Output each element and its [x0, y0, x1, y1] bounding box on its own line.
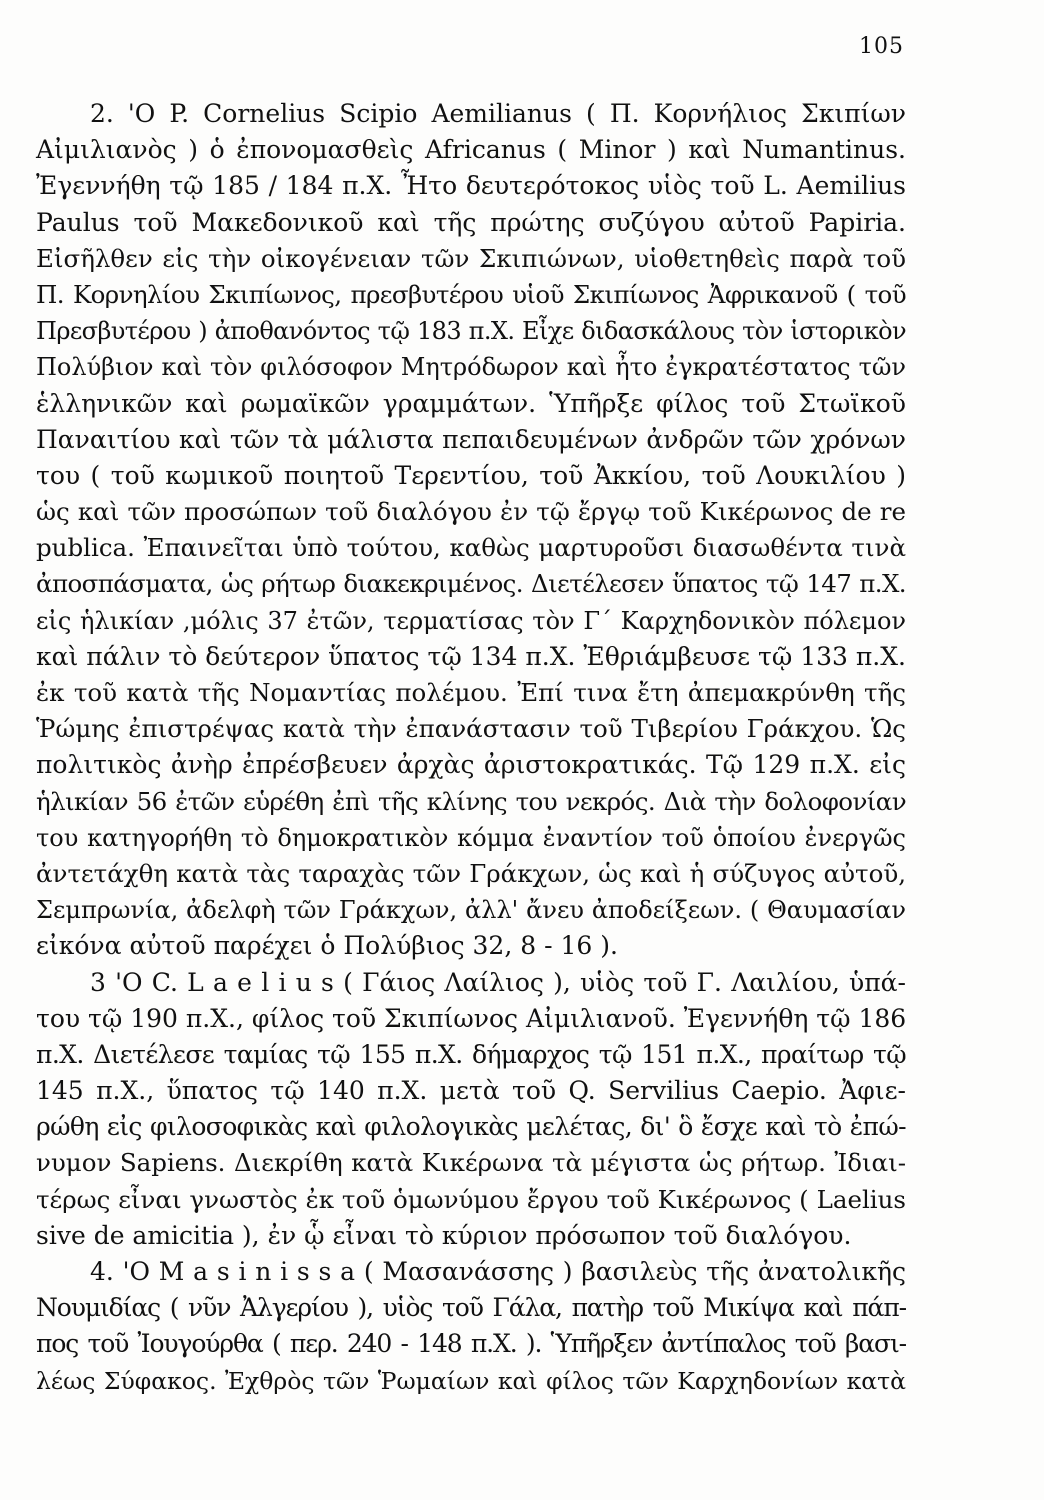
text-line: Π. Κορνηλίου Σκιπίωνος, πρεσβυτέρου υἱοῦ Σκιπίωνος Ἀφρικανοῦ ( τοῦ — [36, 279, 906, 309]
text-line: sive de amicitia ), ἐν ᾧ εἶναι τὸ κύριον πρόσωπον τοῦ διαλόγου. — [36, 1220, 852, 1250]
text-line: καὶ πάλιν τὸ δεύτερον ὕπατος τῷ 134 π.Χ. Ἐθριάμβευσε τῷ 133 π.Χ. — [36, 641, 906, 671]
text-line: ἀντετάχθη κατὰ τὰς ταραχὰς τῶν Γράκχων, ὡς καὶ ἡ σύζυγος αὐτοῦ, — [36, 858, 906, 888]
text-line: πολιτικὸς ἀνὴρ ἐπρέσβευεν ἀρχὰς ἀριστοκρατικάς. Τῷ 129 π.Χ. εἰς — [36, 750, 906, 780]
text-line: 2. 'Ο P. Cornelius Scipio Aemilianus ( Π. Κορνήλιος Σκιπίων — [90, 99, 906, 128]
text-line: Παναιτίου καὶ τῶν τὰ μάλιστα πεπαιδευμένων ἀνδρῶν τῶν χρόνων — [36, 424, 906, 454]
text-line: τέρως εἶναι γνωστὸς ἐκ τοῦ ὁμωνύμου ἔργου τοῦ Κικέρωνος ( Laelius — [36, 1184, 906, 1214]
text-line: π.Χ. Διετέλεσε ταμίας τῷ 155 π.Χ. δήμαρχος τῷ 151 π.Χ., πραίτωρ τῷ — [36, 1039, 906, 1069]
text-line: πος τοῦ Ἰουγούρθα ( περ. 240 - 148 π.Χ. ). Ὑπῆρξεν ἀντίπαλος τοῦ βασι- — [36, 1329, 906, 1359]
text-line: ἡλικίαν 56 ἐτῶν εὑρέθη ἐπὶ τῆς κλίνης του νεκρός. Διὰ τὴν δολοφονίαν — [36, 786, 906, 816]
text-line: publica. Ἐπαινεῖται ὑπὸ τούτου, καθὼς μαρτυροῦσι διασωθέντα τινὰ — [36, 533, 906, 563]
text-line: Νουμιδίας ( νῦν Ἀλγερίου ), υἱὸς τοῦ Γάλα, πατὴρ τοῦ Μικίψα καὶ πάπ- — [36, 1293, 906, 1323]
text-line: Αἰμιλιανὸς ) ὁ ἐπονομασθεὶς Africanus ( Minor ) καὶ Numantinus. — [36, 135, 906, 165]
text-line: Πρεσβυτέρου ) ἀποθανόντος τῷ 183 π.Χ. Εἶχε διδασκάλους τὸν ἱστορικὸν — [36, 317, 906, 346]
text-line: ἐκ τοῦ κατὰ τῆς Νομαντίας πολέμου. Ἐπί τινα ἔτη ἀπεμακρύνθη τῆς — [36, 678, 906, 707]
text-line: Εἰσῆλθεν εἰς τὴν οἰκογένειαν τῶν Σκιπιώνων, υἱοθετηθεὶς παρὰ τοῦ — [36, 243, 906, 273]
text-line: Σεμπρωνία, ἀδελφὴ τῶν Γράκχων, ἀλλ' ἄνευ ἀποδείξεων. ( Θαυμασίαν — [36, 896, 906, 925]
text-line: νυμον Sapiens. Διεκρίθη κατὰ Κικέρωνα τὰ μέγιστα ὡς ρήτωρ. Ἰδιαι- — [36, 1148, 906, 1178]
text-line: Πολύβιον καὶ τὸν φιλόσοφον Μητρόδωρον καὶ ἦτο ἐγκρατέστατος τῶν — [36, 353, 906, 382]
text-line: εἰκόνα αὐτοῦ παρέχει ὁ Πολύβιος 32, 8 - 16 ). — [36, 931, 618, 961]
text-line: του ( τοῦ κωμικοῦ ποιητοῦ Τερεντίου, τοῦ Ἀκκίου, τοῦ Λουκιλίου ) — [36, 460, 906, 490]
page-number: 105 — [859, 34, 904, 59]
text-line: 3 'Ο C. L a e l i u s ( Γάιος Λαίλιος ), υἱὸς τοῦ Γ. Λαιλίου, ὑπά- — [90, 967, 906, 997]
text-line: του κατηγορήθη τὸ δημοκρατικὸν κόμμα ἐναντίον τοῦ ὁποίου ἐνεργῶς — [36, 823, 906, 852]
text-line: Ἐγεννήθη τῷ 185 / 184 π.Χ. Ἦτο δευτερότοκος υἱὸς τοῦ L. Aemilius — [36, 171, 906, 201]
body-text — [36, 96, 906, 1399]
text-line: λέως Σύφακος. Ἐχθρὸς τῶν Ῥωμαίων καὶ φίλος τῶν Καρχηδονίων κατὰ — [36, 1366, 906, 1395]
text-line: Ῥώμης ἐπιστρέψας κατὰ τὴν ἐπανάστασιν τοῦ Τιβερίου Γράκχου. Ὡς — [36, 714, 906, 744]
text-line: του τῷ 190 π.Χ., φίλος τοῦ Σκιπίωνος Αἰμιλιανοῦ. Ἐγεννήθη τῷ 186 — [36, 1003, 907, 1033]
text-line: 4. 'Ο M a s i n i s s a ( Μασανάσσης ) βασιλεὺς τῆς ἀνατολικῆς — [90, 1257, 906, 1286]
text-line: ρώθη εἰς φιλοσοφικὰς καὶ φιλολογικὰς μελέτας, δι' ὃ ἔσχε καὶ τὸ ἐπώ- — [36, 1112, 906, 1142]
text-line: 145 π.Χ., ὕπατος τῷ 140 π.Χ. μετὰ τοῦ Q. Servilius Caepio. Ἀφιε- — [36, 1076, 906, 1106]
text-line: ὡς καὶ τῶν προσώπων τοῦ διαλόγου ἐν τῷ ἔργῳ τοῦ Κικέρωνος de re — [36, 497, 906, 527]
text-line: Paulus τοῦ Μακεδονικοῦ καὶ τῆς πρώτης συζύγου αὐτοῦ Papiria. — [36, 207, 906, 237]
text-line: ἑλληνικῶν καὶ ρωμαϊκῶν γραμμάτων. Ὑπῆρξε φίλος τοῦ Στωϊκοῦ — [36, 388, 906, 418]
text-line: ἀποσπάσματα, ὡς ρήτωρ διακεκριμένος. Διετέλεσεν ὕπατος τῷ 147 π.Χ. — [36, 569, 906, 599]
text-line: εἰς ἡλικίαν ,μόλις 37 ἐτῶν, τερματίσας τὸν Γ΄ Καρχηδονικὸν πόλεμον — [36, 606, 906, 635]
